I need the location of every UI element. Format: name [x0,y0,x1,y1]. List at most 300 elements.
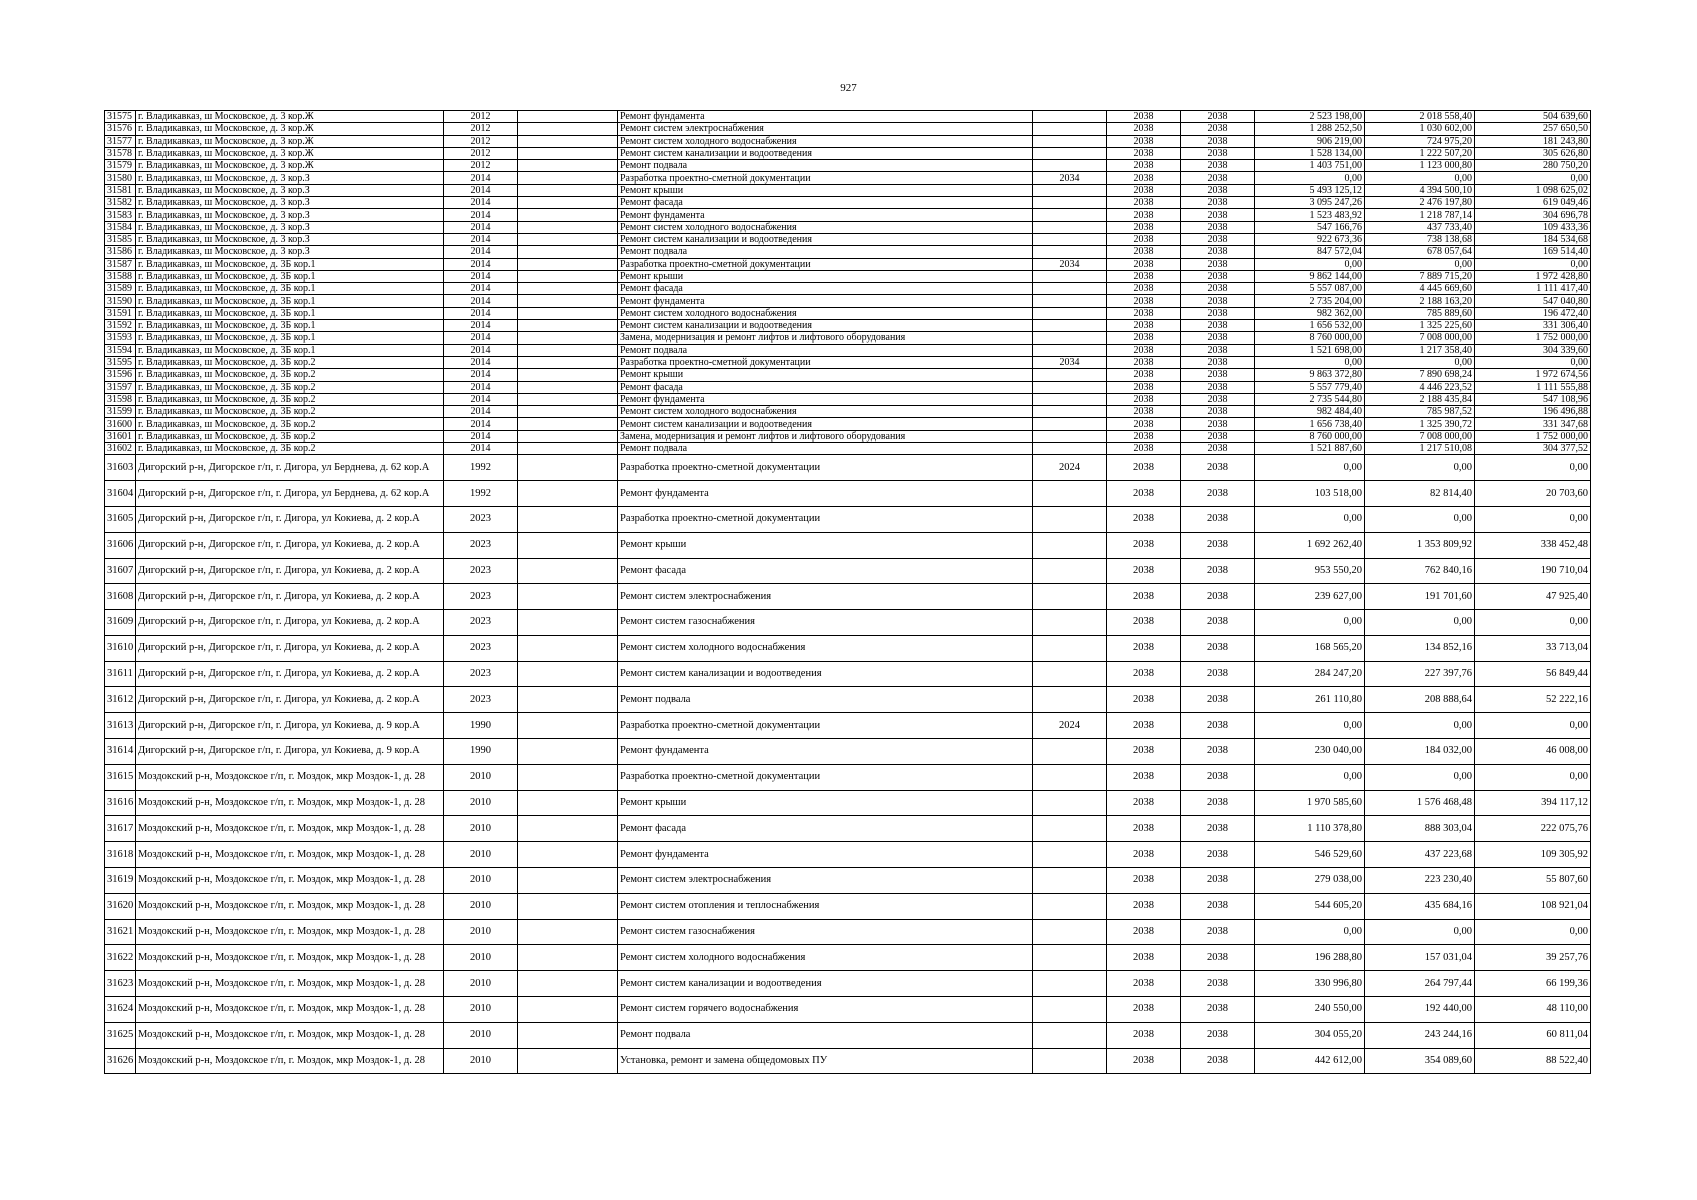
commission-year-cell: 2014 [444,332,518,344]
design-year-cell [1033,764,1107,790]
row-number: 31591 [105,307,136,319]
table-row [105,971,1591,997]
commission-year-cell: 2010 [444,997,518,1023]
total-cost-cell: 544 605,20 [1255,893,1365,919]
design-year-cell [1033,270,1107,282]
row-number: 31613 [105,713,136,739]
row-number: 31620 [105,893,136,919]
address-cell: Моздокский р-н, Моздокское г/п, г. Моздок, мкр Моздок-1, д. 28 [136,893,444,919]
commission-year-cell: 2012 [444,135,518,147]
design-year-cell [1033,443,1107,455]
plan-year-to-cell: 2038 [1181,610,1255,636]
row-number: 31626 [105,1048,136,1074]
total-cost-cell: 239 627,00 [1255,584,1365,610]
plan-year-from-cell: 2038 [1107,713,1181,739]
address-cell: г. Владикавказ, ш Московское, д. 3Б кор.2 [136,369,444,381]
work-type-cell: Замена, модернизация и ремонт лифтов и лифтового оборудования [618,332,1033,344]
plan-year-to-cell: 2038 [1181,971,1255,997]
work-type-cell: Ремонт систем холодного водоснабжения [618,635,1033,661]
fund-cost-cell: 0,00 [1365,919,1475,945]
plan-year-to-cell: 2038 [1181,123,1255,135]
plan-year-to-cell: 2038 [1181,764,1255,790]
commission-year-cell: 1990 [444,713,518,739]
row-number: 31609 [105,610,136,636]
plan-year-from-cell: 2038 [1107,123,1181,135]
work-type-cell: Ремонт систем газоснабжения [618,919,1033,945]
commission-year-cell: 2023 [444,506,518,532]
owners-cost-cell: 1 972 428,80 [1475,270,1591,282]
plan-year-to-cell: 2038 [1181,344,1255,356]
owners-cost-cell: 33 713,04 [1475,635,1591,661]
row-number: 31621 [105,919,136,945]
commission-year-cell: 2010 [444,893,518,919]
fund-cost-cell: 1 123 000,80 [1365,160,1475,172]
table-row [105,558,1591,584]
plan-year-from-cell: 2038 [1107,893,1181,919]
plan-year-to-cell: 2038 [1181,893,1255,919]
plan-year-from-cell: 2038 [1107,418,1181,430]
empty-cell [518,147,618,159]
owners-cost-cell: 304 696,78 [1475,209,1591,221]
table-row [105,418,1591,430]
design-year-cell [1033,111,1107,123]
plan-year-from-cell: 2038 [1107,258,1181,270]
empty-cell [518,246,618,258]
work-type-cell: Ремонт подвала [618,443,1033,455]
row-number: 31603 [105,455,136,481]
total-cost-cell: 0,00 [1255,764,1365,790]
work-type-cell: Ремонт систем канализации и водоотведения [618,147,1033,159]
total-cost-cell: 279 038,00 [1255,868,1365,894]
total-cost-cell: 547 166,76 [1255,221,1365,233]
row-number: 31595 [105,356,136,368]
fund-cost-cell: 1 576 468,48 [1365,790,1475,816]
owners-cost-cell: 184 534,68 [1475,233,1591,245]
address-cell: г. Владикавказ, ш Московское, д. 3Б кор.1 [136,295,444,307]
owners-cost-cell: 52 222,16 [1475,687,1591,713]
work-type-cell: Ремонт крыши [618,270,1033,282]
design-year-cell: 2024 [1033,455,1107,481]
design-year-cell [1033,209,1107,221]
address-cell: г. Владикавказ, ш Московское, д. 3Б кор.1 [136,270,444,282]
empty-cell [518,584,618,610]
commission-year-cell: 2014 [444,443,518,455]
fund-cost-cell: 888 303,04 [1365,816,1475,842]
commission-year-cell: 2010 [444,971,518,997]
owners-cost-cell: 196 496,88 [1475,406,1591,418]
owners-cost-cell: 338 452,48 [1475,532,1591,558]
design-year-cell [1033,790,1107,816]
commission-year-cell: 2014 [444,270,518,282]
fund-cost-cell: 1 353 809,92 [1365,532,1475,558]
work-type-cell: Ремонт систем электроснабжения [618,868,1033,894]
total-cost-cell: 953 550,20 [1255,558,1365,584]
commission-year-cell: 2014 [444,209,518,221]
total-cost-cell: 330 996,80 [1255,971,1365,997]
plan-year-to-cell: 2038 [1181,443,1255,455]
total-cost-cell: 8 760 000,00 [1255,430,1365,442]
table-row [105,816,1591,842]
total-cost-cell: 0,00 [1255,506,1365,532]
plan-year-to-cell: 2038 [1181,209,1255,221]
fund-cost-cell: 1 325 390,72 [1365,418,1475,430]
commission-year-cell: 2012 [444,147,518,159]
empty-cell [518,455,618,481]
commission-year-cell: 2014 [444,184,518,196]
owners-cost-cell: 0,00 [1475,356,1591,368]
commission-year-cell: 2014 [444,283,518,295]
fund-cost-cell: 2 476 197,80 [1365,197,1475,209]
plan-year-to-cell: 2038 [1181,455,1255,481]
plan-year-from-cell: 2038 [1107,172,1181,184]
design-year-cell [1033,246,1107,258]
empty-cell [518,558,618,584]
table-row [105,430,1591,442]
plan-year-from-cell: 2038 [1107,393,1181,405]
owners-cost-cell: 619 049,46 [1475,197,1591,209]
empty-cell [518,713,618,739]
empty-cell [518,406,618,418]
design-year-cell [1033,739,1107,765]
owners-cost-cell: 181 243,80 [1475,135,1591,147]
commission-year-cell: 2014 [444,246,518,258]
design-year-cell [1033,344,1107,356]
table-row [105,687,1591,713]
plan-year-from-cell: 2038 [1107,406,1181,418]
plan-year-from-cell: 2038 [1107,481,1181,507]
work-type-cell: Ремонт крыши [618,790,1033,816]
fund-cost-cell: 1 218 787,14 [1365,209,1475,221]
work-type-cell: Ремонт фундамента [618,842,1033,868]
commission-year-cell: 2010 [444,868,518,894]
address-cell: г. Владикавказ, ш Московское, д. 3Б кор.1 [136,320,444,332]
owners-cost-cell: 1 972 674,56 [1475,369,1591,381]
table-row [105,307,1591,319]
address-cell: Дигорский р-н, Дигорское г/п, г. Дигора, ул Берднева, д. 62 кор.А [136,455,444,481]
row-number: 31593 [105,332,136,344]
table-row [105,532,1591,558]
fund-cost-cell: 762 840,16 [1365,558,1475,584]
table-row [105,406,1591,418]
table-row [105,506,1591,532]
plan-year-to-cell: 2038 [1181,997,1255,1023]
fund-cost-cell: 0,00 [1365,455,1475,481]
row-number: 31581 [105,184,136,196]
empty-cell [518,233,618,245]
table-row [105,332,1591,344]
design-year-cell [1033,687,1107,713]
row-number: 31600 [105,418,136,430]
owners-cost-cell: 1 752 000,00 [1475,430,1591,442]
work-type-cell: Ремонт фасада [618,381,1033,393]
owners-cost-cell: 304 339,60 [1475,344,1591,356]
row-number: 31616 [105,790,136,816]
commission-year-cell: 1992 [444,455,518,481]
owners-cost-cell: 20 703,60 [1475,481,1591,507]
fund-cost-cell: 7 890 698,24 [1365,369,1475,381]
plan-year-to-cell: 2038 [1181,221,1255,233]
address-cell: г. Владикавказ, ш Московское, д. 3 кор.З [136,209,444,221]
empty-cell [518,481,618,507]
owners-cost-cell: 46 008,00 [1475,739,1591,765]
row-number: 31584 [105,221,136,233]
owners-cost-cell: 0,00 [1475,764,1591,790]
commission-year-cell: 2023 [444,610,518,636]
plan-year-to-cell: 2038 [1181,1048,1255,1074]
plan-year-from-cell: 2038 [1107,443,1181,455]
table-row [105,443,1591,455]
plan-year-from-cell: 2038 [1107,135,1181,147]
fund-cost-cell: 157 031,04 [1365,945,1475,971]
row-number: 31580 [105,172,136,184]
table-row [105,135,1591,147]
empty-cell [518,1022,618,1048]
design-year-cell [1033,893,1107,919]
address-cell: Моздокский р-н, Моздокское г/п, г. Моздок, мкр Моздок-1, д. 28 [136,868,444,894]
owners-cost-cell: 60 811,04 [1475,1022,1591,1048]
empty-cell [518,197,618,209]
plan-year-to-cell: 2038 [1181,506,1255,532]
plan-year-to-cell: 2038 [1181,320,1255,332]
fund-cost-cell: 0,00 [1365,764,1475,790]
fund-cost-cell: 785 889,60 [1365,307,1475,319]
plan-year-to-cell: 2038 [1181,283,1255,295]
row-number: 31589 [105,283,136,295]
commission-year-cell: 2010 [444,919,518,945]
commission-year-cell: 2012 [444,123,518,135]
row-number: 31622 [105,945,136,971]
total-cost-cell: 0,00 [1255,713,1365,739]
plan-year-to-cell: 2038 [1181,1022,1255,1048]
row-number: 31606 [105,532,136,558]
empty-cell [518,111,618,123]
commission-year-cell: 2014 [444,172,518,184]
fund-cost-cell: 4 446 223,52 [1365,381,1475,393]
owners-cost-cell: 196 472,40 [1475,307,1591,319]
address-cell: Дигорский р-н, Дигорское г/п, г. Дигора, ул Кокиева, д. 9 кор.А [136,739,444,765]
table-row [105,842,1591,868]
plan-year-to-cell: 2038 [1181,393,1255,405]
empty-cell [518,258,618,270]
fund-cost-cell: 7 008 000,00 [1365,332,1475,344]
fund-cost-cell: 0,00 [1365,506,1475,532]
design-year-cell [1033,1048,1107,1074]
address-cell: г. Владикавказ, ш Московское, д. 3 кор.Ж [136,160,444,172]
address-cell: г. Владикавказ, ш Московское, д. 3 кор.Ж [136,123,444,135]
empty-cell [518,123,618,135]
fund-cost-cell: 435 684,16 [1365,893,1475,919]
design-year-cell [1033,506,1107,532]
design-year-cell [1033,919,1107,945]
fund-cost-cell: 1 217 510,08 [1365,443,1475,455]
plan-year-from-cell: 2038 [1107,197,1181,209]
row-number: 31588 [105,270,136,282]
total-cost-cell: 2 523 198,00 [1255,111,1365,123]
work-type-cell: Ремонт фундамента [618,739,1033,765]
work-type-cell: Ремонт систем канализации и водоотведения [618,320,1033,332]
row-number: 31608 [105,584,136,610]
table-row [105,209,1591,221]
fund-cost-cell: 437 733,40 [1365,221,1475,233]
table-row [105,739,1591,765]
plan-year-from-cell: 2038 [1107,661,1181,687]
total-cost-cell: 1 528 134,00 [1255,147,1365,159]
commission-year-cell: 2023 [444,532,518,558]
total-cost-cell: 0,00 [1255,919,1365,945]
plan-year-to-cell: 2038 [1181,635,1255,661]
plan-year-from-cell: 2038 [1107,997,1181,1023]
work-type-cell: Ремонт фасада [618,816,1033,842]
commission-year-cell: 2014 [444,430,518,442]
empty-cell [518,764,618,790]
table-row [105,764,1591,790]
plan-year-from-cell: 2038 [1107,356,1181,368]
design-year-cell [1033,1022,1107,1048]
plan-year-to-cell: 2038 [1181,584,1255,610]
commission-year-cell: 2014 [444,307,518,319]
fund-cost-cell: 354 089,60 [1365,1048,1475,1074]
empty-cell [518,393,618,405]
design-year-cell [1033,430,1107,442]
owners-cost-cell: 331 306,40 [1475,320,1591,332]
plan-year-from-cell: 2038 [1107,246,1181,258]
total-cost-cell: 847 572,04 [1255,246,1365,258]
commission-year-cell: 2010 [444,816,518,842]
table-row [105,111,1591,123]
table-row [105,455,1591,481]
plan-year-to-cell: 2038 [1181,418,1255,430]
empty-cell [518,635,618,661]
design-year-cell [1033,197,1107,209]
design-year-cell [1033,221,1107,233]
empty-cell [518,356,618,368]
empty-cell [518,160,618,172]
fund-cost-cell: 678 057,64 [1365,246,1475,258]
plan-year-to-cell: 2038 [1181,270,1255,282]
plan-year-from-cell: 2038 [1107,209,1181,221]
design-year-cell [1033,418,1107,430]
work-type-cell: Ремонт систем канализации и водоотведения [618,661,1033,687]
work-type-cell: Ремонт фундамента [618,111,1033,123]
design-year-cell [1033,135,1107,147]
total-cost-cell: 1 656 532,00 [1255,320,1365,332]
row-number: 31599 [105,406,136,418]
plan-year-from-cell: 2038 [1107,381,1181,393]
total-cost-cell: 1 403 751,00 [1255,160,1365,172]
owners-cost-cell: 1 752 000,00 [1475,332,1591,344]
fund-cost-cell: 1 217 358,40 [1365,344,1475,356]
address-cell: Моздокский р-н, Моздокское г/п, г. Моздок, мкр Моздок-1, д. 28 [136,1048,444,1074]
empty-cell [518,369,618,381]
address-cell: г. Владикавказ, ш Московское, д. 3 кор.Ж [136,147,444,159]
total-cost-cell: 442 612,00 [1255,1048,1365,1074]
fund-cost-cell: 0,00 [1365,713,1475,739]
work-type-cell: Ремонт систем электроснабжения [618,123,1033,135]
plan-year-from-cell: 2038 [1107,295,1181,307]
design-year-cell: 2034 [1033,258,1107,270]
address-cell: Дигорский р-н, Дигорское г/п, г. Дигора, ул Кокиева, д. 2 кор.А [136,687,444,713]
work-type-cell: Разработка проектно-сметной документации [618,764,1033,790]
owners-cost-cell: 222 075,76 [1475,816,1591,842]
table-row [105,160,1591,172]
owners-cost-cell: 280 750,20 [1475,160,1591,172]
plan-year-to-cell: 2038 [1181,406,1255,418]
owners-cost-cell: 56 849,44 [1475,661,1591,687]
owners-cost-cell: 39 257,76 [1475,945,1591,971]
work-type-cell: Разработка проектно-сметной документации [618,455,1033,481]
plan-year-from-cell: 2038 [1107,270,1181,282]
address-cell: г. Владикавказ, ш Московское, д. 3Б кор.2 [136,393,444,405]
work-type-cell: Ремонт фасада [618,197,1033,209]
empty-cell [518,320,618,332]
table-row [105,393,1591,405]
table-row [105,997,1591,1023]
table-row [105,270,1591,282]
table-row [105,320,1591,332]
plan-year-to-cell: 2038 [1181,481,1255,507]
total-cost-cell: 3 095 247,26 [1255,197,1365,209]
work-type-cell: Ремонт фундамента [618,393,1033,405]
total-cost-cell: 906 219,00 [1255,135,1365,147]
total-cost-cell: 1 970 585,60 [1255,790,1365,816]
total-cost-cell: 1 521 887,60 [1255,443,1365,455]
empty-cell [518,184,618,196]
fund-cost-cell: 724 975,20 [1365,135,1475,147]
fund-cost-cell: 243 244,16 [1365,1022,1475,1048]
commission-year-cell: 2014 [444,356,518,368]
table-row [105,945,1591,971]
total-cost-cell: 1 656 738,40 [1255,418,1365,430]
row-number: 31578 [105,147,136,159]
design-year-cell [1033,558,1107,584]
plan-year-to-cell: 2038 [1181,135,1255,147]
address-cell: Моздокский р-н, Моздокское г/п, г. Моздок, мкр Моздок-1, д. 28 [136,919,444,945]
row-number: 31614 [105,739,136,765]
total-cost-cell: 922 673,36 [1255,233,1365,245]
address-cell: Дигорский р-н, Дигорское г/п, г. Дигора, ул Кокиева, д. 2 кор.А [136,661,444,687]
empty-cell [518,418,618,430]
work-type-cell: Разработка проектно-сметной документации [618,713,1033,739]
address-cell: г. Владикавказ, ш Московское, д. 3 кор.Ж [136,111,444,123]
commission-year-cell: 2014 [444,258,518,270]
design-year-cell [1033,816,1107,842]
plan-year-to-cell: 2038 [1181,111,1255,123]
address-cell: Дигорский р-н, Дигорское г/п, г. Дигора, ул Кокиева, д. 2 кор.А [136,635,444,661]
work-type-cell: Ремонт подвала [618,344,1033,356]
plan-year-to-cell: 2038 [1181,184,1255,196]
row-number: 31602 [105,443,136,455]
commission-year-cell: 1992 [444,481,518,507]
plan-year-to-cell: 2038 [1181,356,1255,368]
commission-year-cell: 2014 [444,381,518,393]
fund-cost-cell: 437 223,68 [1365,842,1475,868]
design-year-cell [1033,381,1107,393]
fund-cost-cell: 1 325 225,60 [1365,320,1475,332]
plan-year-from-cell: 2038 [1107,790,1181,816]
work-type-cell: Ремонт систем холодного водоснабжения [618,945,1033,971]
owners-cost-cell: 0,00 [1475,258,1591,270]
plan-year-to-cell: 2038 [1181,713,1255,739]
plan-year-from-cell: 2038 [1107,584,1181,610]
commission-year-cell: 2023 [444,635,518,661]
plan-year-from-cell: 2038 [1107,147,1181,159]
plan-year-to-cell: 2038 [1181,369,1255,381]
row-number: 31607 [105,558,136,584]
owners-cost-cell: 504 639,60 [1475,111,1591,123]
commission-year-cell: 2023 [444,558,518,584]
commission-year-cell: 2010 [444,1022,518,1048]
owners-cost-cell: 0,00 [1475,919,1591,945]
